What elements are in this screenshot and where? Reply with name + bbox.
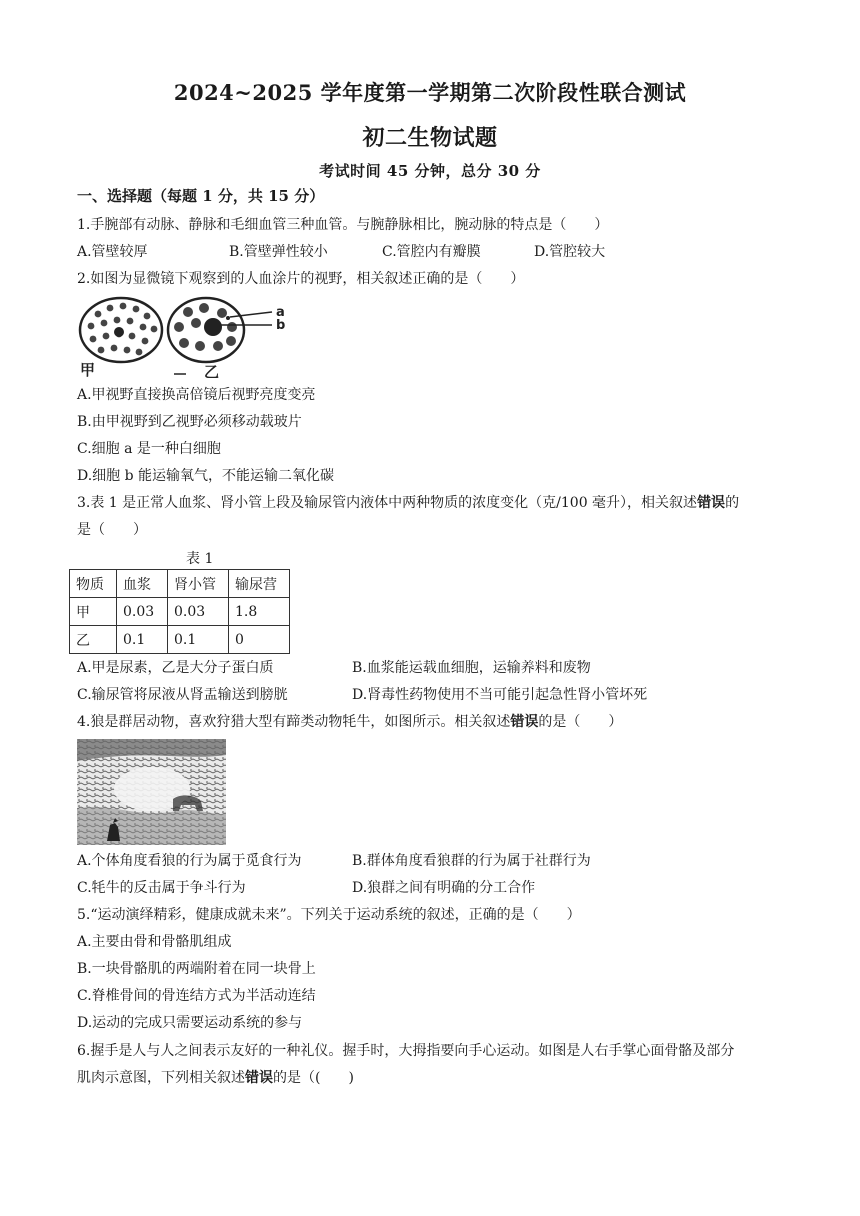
q3-option-d: D.肾毒性药物使用不当可能引起急性肾小管坏死 <box>352 687 648 703</box>
q1-stem: 1.手腕部有动脉、静脉和毛细血管三种血管。与腕静脉相比，腕动脉的特点是（ ） <box>77 217 609 233</box>
table-cell: 0.03 <box>117 598 168 626</box>
q3-option-a: A.甲是尿素，乙是大分子蛋白质 <box>77 660 274 676</box>
q1-option-b: B.管壁弹性较小 <box>229 244 328 260</box>
q3-stem <box>77 494 739 512</box>
label-yi: 乙 <box>204 363 220 378</box>
q2-option-a: A.甲视野直接换高倍镜后视野亮度变亮 <box>77 387 316 403</box>
wolf-yak-photo <box>77 739 226 845</box>
q3-option-b: B.血浆能运载血细胞，运输养料和废物 <box>352 660 591 676</box>
q3-option-c: C.输尿管将尿液从肾盂输送到膀胱 <box>77 687 288 703</box>
q4-option-c: C.牦牛的反击属于争斗行为 <box>77 880 246 896</box>
table-cell: 0 <box>229 626 290 654</box>
q4-option-d: D.狼群之间有明确的分工合作 <box>352 880 536 896</box>
table-header-cell: 输尿营 <box>229 570 290 598</box>
q3-stem-bold: 错误 <box>697 495 726 511</box>
q3-stem-line2: 是（ ） <box>77 522 147 538</box>
table-header-row <box>70 570 290 598</box>
q1-option-c: C.管腔内有瓣膜 <box>382 244 481 260</box>
q5-stem: 5.“运动演绎精彩，健康成就未来”。下列关于运动系统的叙述，正确的是（ ） <box>77 907 581 923</box>
q3-table <box>69 569 290 654</box>
q6-stem-line1: 6.握手是人与人之间表示友好的一种礼仪。握手时，大拇指要向手心运动。如图是人右手掌心面骨骼及部分 <box>77 1043 735 1059</box>
q4-option-a: A.个体角度看狼的行为属于觅食行为 <box>77 853 302 869</box>
q5-option-c: C.脊椎骨间的骨连结方式为半活动连结 <box>77 988 316 1004</box>
q6-stem-pre: 肌肉示意图，下列相关叙述 <box>77 1070 245 1086</box>
q5-option-b: B.一块骨骼肌的两端附着在同一块骨上 <box>77 961 316 977</box>
q4-stem-pre: 4.狼是群居动物，喜欢狩猎大型有蹄类动物牦牛，如图所示。相关叙述 <box>77 714 511 730</box>
table-cell: 0.03 <box>168 598 229 626</box>
q2-stem: 2.如图为显微镜下观察到的人血涂片的视野，相关叙述正确的是（ ） <box>77 271 525 287</box>
table-row <box>70 598 290 626</box>
q4-stem <box>77 713 622 731</box>
table-cell: 甲 <box>70 598 117 626</box>
q2-option-c: C.细胞 a 是一种白细胞 <box>77 441 221 457</box>
table-row <box>70 626 290 654</box>
exam-subtitle: 初二生物试题 <box>362 125 498 151</box>
q5-option-a: A.主要由骨和骨骼肌组成 <box>77 934 232 950</box>
table-header-cell: 血浆 <box>117 570 168 598</box>
blood-smear-figure <box>76 296 296 378</box>
q4-option-b: B.群体角度看狼群的行为属于社群行为 <box>352 853 591 869</box>
q6-stem-bold: 错误 <box>245 1070 273 1086</box>
table-header-cell: 肾小管 <box>168 570 229 598</box>
q6-stem-line2 <box>77 1069 354 1087</box>
table-cell: 乙 <box>70 626 117 654</box>
q4-stem-post: 的是（ ） <box>538 714 623 730</box>
q2-option-b: B.由甲视野到乙视野必须移动载玻片 <box>77 414 302 430</box>
exam-info: 考试时间 45 分钟，总分 30 分 <box>319 162 541 180</box>
section-heading: 一、选择题（每题 1 分，共 15 分） <box>77 187 325 205</box>
label-a: a <box>276 305 285 320</box>
label-jia: 甲 <box>80 361 96 378</box>
q3-stem-post: 的 <box>725 495 740 511</box>
q1-option-a: A.管壁较厚 <box>77 244 148 260</box>
table-cell: 0.1 <box>117 626 168 654</box>
q1-option-d: D.管腔较大 <box>534 244 606 260</box>
table-cell: 0.1 <box>168 626 229 654</box>
q2-option-d: D.细胞 b 能运输氧气，不能运输二氧化碳 <box>77 468 335 484</box>
q4-stem-bold: 错误 <box>510 714 539 730</box>
label-b: b <box>276 318 286 333</box>
table-header-cell: 物质 <box>70 570 117 598</box>
table-cell: 1.8 <box>229 598 290 626</box>
q6-stem-post: 的是（( ) <box>273 1070 354 1086</box>
q3-stem-pre: 3.表 1 是正常人血浆、肾小管上段及输尿管内液体中两种物质的浓度变化（克/100 毫升），相关叙述 <box>77 495 698 511</box>
exam-title: 2024~2025 学年度第一学期第二次阶段性联合测试 <box>173 80 687 105</box>
table-caption: 表 1 <box>186 551 214 567</box>
q5-option-d: D.运动的完成只需要运动系统的参与 <box>77 1015 303 1031</box>
